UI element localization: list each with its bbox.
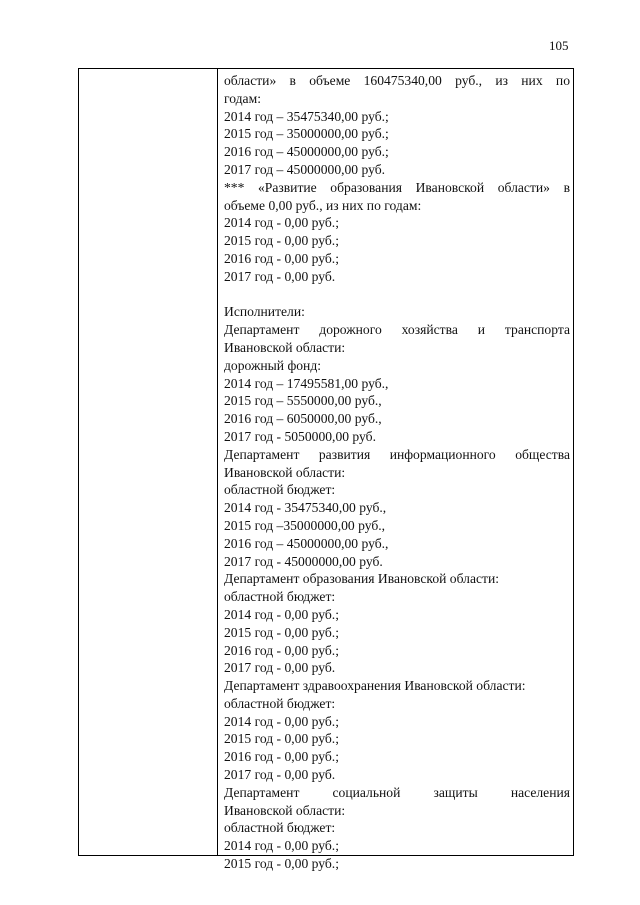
text-line: Ивановской области: <box>224 464 346 480</box>
text-line: Ивановской области: <box>224 802 346 818</box>
left-cell <box>79 69 218 855</box>
text-line: области» в объеме 160475340,00 руб., из них по <box>224 73 570 88</box>
text-line: годам: <box>224 90 261 106</box>
text-line: 2014 год – 35475340,00 руб.; <box>224 108 389 124</box>
text-line: 2016 год - 0,00 руб.; <box>224 250 339 266</box>
text-line: Ивановской области: <box>224 339 346 355</box>
text-line: 2016 год - 0,00 руб.; <box>224 642 339 658</box>
text-line: 2016 год – 6050000,00 руб., <box>224 411 382 427</box>
text-line: 2017 год - 0,00 руб. <box>224 767 336 783</box>
text-line: 2014 год - 0,00 руб.; <box>224 215 339 231</box>
text-line: Исполнители: <box>224 304 305 320</box>
text-line: 2015 год - 0,00 руб.; <box>224 624 339 640</box>
text-line: областной бюджет: <box>224 482 336 498</box>
text-line: областной бюджет: <box>224 589 336 605</box>
text-line: Департамент образования Ивановской области: <box>224 571 500 587</box>
text-line: 2017 год - 45000000,00 руб. <box>224 553 383 569</box>
text-line: 2017 год – 45000000,00 руб. <box>224 161 386 177</box>
text-line: областной бюджет: <box>224 820 336 836</box>
text-line: 2014 год - 0,00 руб.; <box>224 838 339 854</box>
text-line: 2015 год – 5550000,00 руб., <box>224 393 382 409</box>
text-line: 2017 год - 0,00 руб. <box>224 268 336 284</box>
text-line: 2015 год - 0,00 руб.; <box>224 731 339 747</box>
text-line: 2016 год – 45000000,00 руб.; <box>224 144 389 160</box>
text-line: Департамент здравоохранения Ивановской области: <box>224 678 526 694</box>
text-line: *** «Развитие образования Ивановской области» в <box>224 179 570 195</box>
text-line: 2014 год - 0,00 руб.; <box>224 606 339 622</box>
text-line: 2015 год – 35000000,00 руб.; <box>224 126 389 142</box>
text-line: Департамент развития информационного общества <box>224 446 570 462</box>
text-line: 2015 год –35000000,00 руб., <box>224 517 386 533</box>
page-number: 105 <box>549 38 569 53</box>
text-line: 2015 год - 0,00 руб.; <box>224 856 339 872</box>
text-line: областной бюджет: <box>224 695 336 711</box>
text-line: 2016 год - 0,00 руб.; <box>224 749 339 765</box>
text-line: объеме 0,00 руб., из них по годам: <box>224 197 422 213</box>
text-line: Департамент социальной защиты населения <box>224 784 570 800</box>
text-line: 2017 год - 0,00 руб. <box>224 660 336 676</box>
text-line: дорожный фонд: <box>224 357 322 373</box>
text-line: Департамент дорожного хозяйства и транспорта <box>224 322 570 338</box>
program-table <box>78 68 574 872</box>
text-line: 2017 год - 5050000,00 руб. <box>224 428 376 444</box>
right-cell <box>218 69 573 872</box>
text-line <box>224 286 570 304</box>
text-line: 2014 год - 35475340,00 руб., <box>224 500 387 516</box>
text-line: 2016 год – 45000000,00 руб., <box>224 535 389 551</box>
text-line: 2015 год - 0,00 руб.; <box>224 233 339 249</box>
text-line: 2014 год - 0,00 руб.; <box>224 713 339 729</box>
text-line: 2014 год – 17495581,00 руб., <box>224 375 389 391</box>
